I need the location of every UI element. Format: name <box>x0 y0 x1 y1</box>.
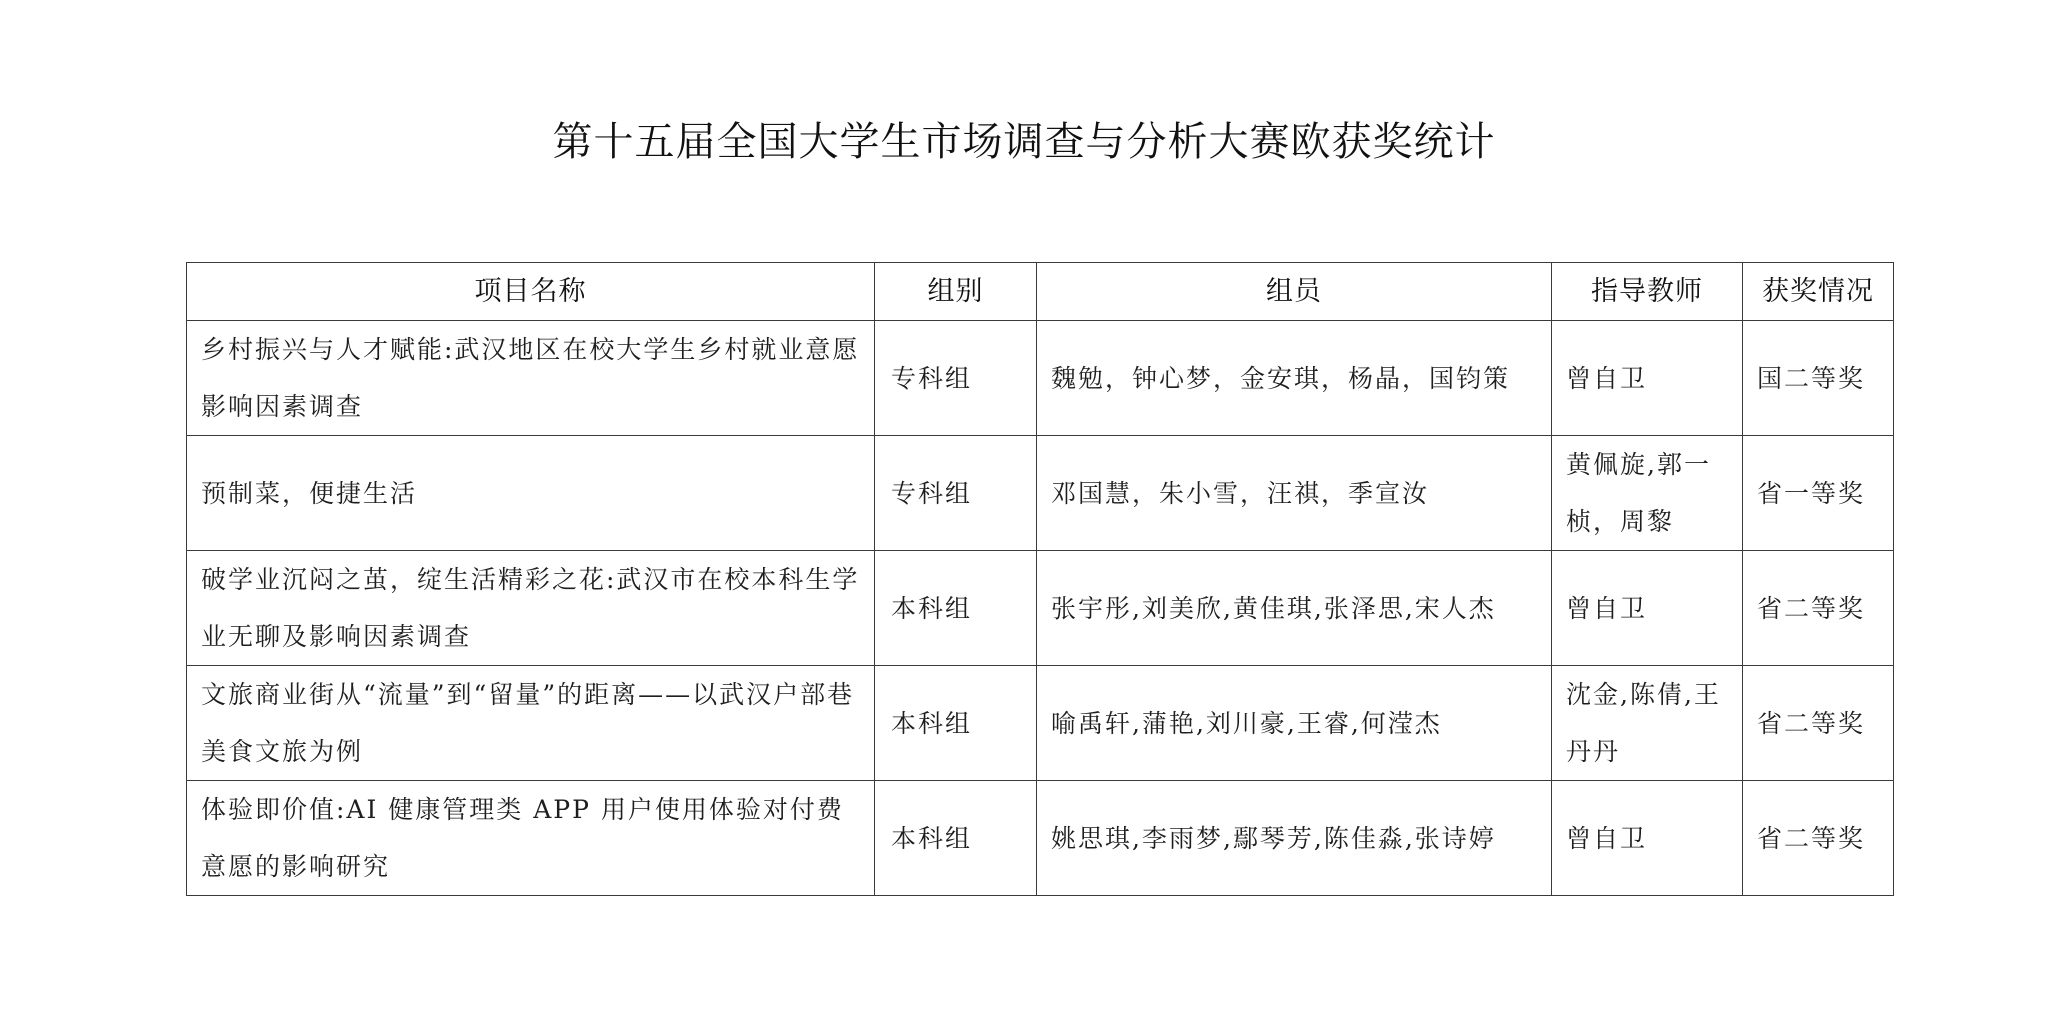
project-name-cell: 乡村振兴与人才赋能:武汉地区在校大学生乡村就业意愿影响因素调查 <box>187 321 875 436</box>
header-project-name: 项目名称 <box>187 263 875 321</box>
group-cell: 本科组 <box>875 551 1037 666</box>
group-cell: 专科组 <box>875 436 1037 551</box>
group-cell: 本科组 <box>875 781 1037 896</box>
document-title: 第十五届全国大学生市场调查与分析大赛欧获奖统计 <box>552 119 1496 165</box>
project-name-cell: 体验即价值:AI 健康管理类 APP 用户使用体验对付费意愿的影响研究 <box>187 781 875 896</box>
header-group: 组别 <box>875 263 1037 321</box>
members-cell: 邓国慧，朱小雪，汪祺，季宣汝 <box>1037 436 1552 551</box>
award-cell: 省一等奖 <box>1743 436 1894 551</box>
table-row <box>187 551 1894 666</box>
header-members: 组员 <box>1037 263 1552 321</box>
advisor-cell: 沈金,陈倩,王丹丹 <box>1552 666 1743 781</box>
group-cell: 专科组 <box>875 321 1037 436</box>
project-name-cell: 文旅商业街从“流量”到“留量”的距离——以武汉户部巷美食文旅为例 <box>187 666 875 781</box>
members-cell: 魏勉，钟心梦，金安琪，杨晶，国钧策 <box>1037 321 1552 436</box>
table-row <box>187 436 1894 551</box>
table-row <box>187 666 1894 781</box>
header-advisor: 指导教师 <box>1552 263 1743 321</box>
project-name-cell: 预制菜，便捷生活 <box>187 436 875 551</box>
advisor-cell: 曾自卫 <box>1552 321 1743 436</box>
advisor-cell: 曾自卫 <box>1552 551 1743 666</box>
table-header-row <box>187 263 1894 321</box>
award-cell: 省二等奖 <box>1743 551 1894 666</box>
members-cell: 喻禹轩,蒲艳,刘川豪,王睿,何滢杰 <box>1037 666 1552 781</box>
advisor-cell: 曾自卫 <box>1552 781 1743 896</box>
table-row <box>187 781 1894 896</box>
group-cell: 本科组 <box>875 666 1037 781</box>
table-row <box>187 321 1894 436</box>
award-cell: 省二等奖 <box>1743 666 1894 781</box>
award-cell: 省二等奖 <box>1743 781 1894 896</box>
members-cell: 张宇彤,刘美欣,黄佳琪,张泽思,宋人杰 <box>1037 551 1552 666</box>
members-cell: 姚思琪,李雨梦,鄢琴芳,陈佳淼,张诗婷 <box>1037 781 1552 896</box>
project-name-cell: 破学业沉闷之茧，绽生活精彩之花:武汉市在校本科生学业无聊及影响因素调查 <box>187 551 875 666</box>
advisor-cell: 黄佩旋,郭一桢，周黎 <box>1552 436 1743 551</box>
header-award: 获奖情况 <box>1743 263 1894 321</box>
awards-table <box>186 262 1894 896</box>
award-cell: 国二等奖 <box>1743 321 1894 436</box>
